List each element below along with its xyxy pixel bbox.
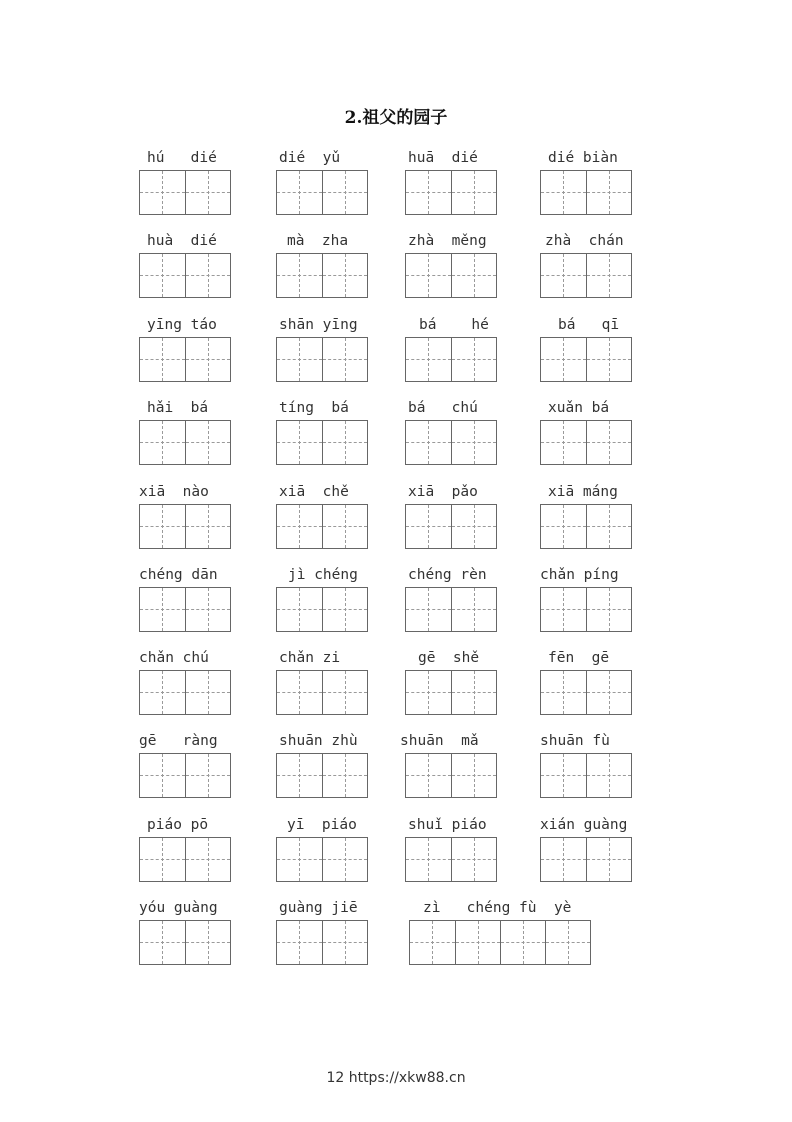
tianzige-cell[interactable]: [455, 921, 500, 964]
pinyin-label: hú dié: [147, 150, 217, 166]
tianzige-cell[interactable]: [277, 754, 322, 797]
tianzige-cell[interactable]: [586, 171, 631, 214]
writing-grid: [405, 420, 497, 465]
pinyin-label: chǎn chú: [139, 650, 209, 666]
tianzige-cell[interactable]: [406, 338, 451, 381]
tianzige-cell[interactable]: [140, 671, 185, 714]
tianzige-cell[interactable]: [586, 838, 631, 881]
tianzige-cell[interactable]: [451, 505, 496, 548]
tianzige-cell[interactable]: [541, 171, 586, 214]
pinyin-label: bá hé: [419, 317, 489, 333]
page-footer: 12 https://xkw88.cn: [326, 1070, 466, 1086]
writing-grid: [139, 420, 231, 465]
pinyin-label: shān yīng: [279, 317, 358, 333]
tianzige-cell[interactable]: [406, 671, 451, 714]
tianzige-cell[interactable]: [277, 254, 322, 297]
pinyin-label: tíng bá: [279, 400, 349, 416]
tianzige-cell[interactable]: [277, 338, 322, 381]
tianzige-cell[interactable]: [406, 421, 451, 464]
tianzige-cell[interactable]: [140, 588, 185, 631]
pinyin-label: xiā pǎo: [408, 484, 478, 500]
writing-grid: [540, 587, 632, 632]
tianzige-cell[interactable]: [185, 921, 230, 964]
tianzige-cell[interactable]: [140, 421, 185, 464]
writing-grid: [276, 920, 368, 965]
writing-grid: [139, 253, 231, 298]
tianzige-cell[interactable]: [322, 588, 367, 631]
tianzige-cell[interactable]: [586, 505, 631, 548]
writing-grid: [405, 587, 497, 632]
tianzige-cell[interactable]: [541, 338, 586, 381]
pinyin-label: chǎn zi: [279, 650, 341, 666]
writing-grid: [409, 920, 591, 965]
tianzige-cell[interactable]: [451, 338, 496, 381]
tianzige-cell[interactable]: [185, 671, 230, 714]
tianzige-cell[interactable]: [541, 254, 586, 297]
tianzige-cell[interactable]: [322, 338, 367, 381]
tianzige-cell[interactable]: [451, 671, 496, 714]
writing-grid: [139, 337, 231, 382]
tianzige-cell[interactable]: [322, 671, 367, 714]
tianzige-cell[interactable]: [322, 254, 367, 297]
tianzige-cell[interactable]: [185, 254, 230, 297]
pinyin-label: piáo pō: [147, 817, 209, 833]
tianzige-cell[interactable]: [140, 254, 185, 297]
pinyin-label: dié yǔ: [279, 150, 341, 166]
tianzige-cell[interactable]: [586, 588, 631, 631]
tianzige-cell[interactable]: [185, 421, 230, 464]
tianzige-cell[interactable]: [406, 171, 451, 214]
writing-grid: [139, 920, 231, 965]
tianzige-cell[interactable]: [451, 754, 496, 797]
pinyin-label: hǎi bá: [147, 400, 209, 416]
tianzige-cell[interactable]: [541, 505, 586, 548]
tianzige-cell[interactable]: [541, 671, 586, 714]
writing-grid: [139, 837, 231, 882]
writing-grid: [540, 837, 632, 882]
writing-grid: [276, 504, 368, 549]
tianzige-cell[interactable]: [140, 754, 185, 797]
tianzige-cell[interactable]: [185, 505, 230, 548]
tianzige-cell[interactable]: [410, 921, 455, 964]
writing-grid: [405, 253, 497, 298]
tianzige-cell[interactable]: [185, 588, 230, 631]
pinyin-label: gē ràng: [139, 733, 218, 749]
pinyin-label: shuān zhù: [279, 733, 358, 749]
writing-grid: [139, 753, 231, 798]
writing-grid: [276, 253, 368, 298]
tianzige-cell[interactable]: [451, 838, 496, 881]
tianzige-cell[interactable]: [277, 171, 322, 214]
tianzige-cell[interactable]: [586, 254, 631, 297]
tianzige-cell[interactable]: [451, 254, 496, 297]
pinyin-label: xuǎn bá: [548, 400, 610, 416]
tianzige-cell[interactable]: [586, 421, 631, 464]
tianzige-cell[interactable]: [277, 671, 322, 714]
tianzige-cell[interactable]: [277, 505, 322, 548]
writing-grid: [276, 337, 368, 382]
tianzige-cell[interactable]: [322, 171, 367, 214]
tianzige-cell[interactable]: [451, 588, 496, 631]
writing-grid: [405, 837, 497, 882]
tianzige-cell[interactable]: [277, 421, 322, 464]
writing-grid: [405, 753, 497, 798]
tianzige-cell[interactable]: [322, 754, 367, 797]
writing-grid: [405, 170, 497, 215]
writing-grid: [139, 670, 231, 715]
writing-grid: [276, 837, 368, 882]
tianzige-cell[interactable]: [185, 171, 230, 214]
tianzige-cell[interactable]: [545, 921, 590, 964]
tianzige-cell[interactable]: [140, 505, 185, 548]
tianzige-cell[interactable]: [541, 754, 586, 797]
writing-grid: [540, 420, 632, 465]
tianzige-cell[interactable]: [322, 421, 367, 464]
tianzige-cell[interactable]: [406, 838, 451, 881]
tianzige-cell[interactable]: [140, 838, 185, 881]
writing-grid: [540, 337, 632, 382]
writing-grid: [276, 170, 368, 215]
tianzige-cell[interactable]: [541, 838, 586, 881]
pinyin-label: guàng jiē: [279, 900, 358, 916]
tianzige-cell[interactable]: [406, 754, 451, 797]
tianzige-cell[interactable]: [451, 171, 496, 214]
tianzige-cell[interactable]: [322, 838, 367, 881]
tianzige-cell[interactable]: [322, 921, 367, 964]
pinyin-label: xiā chě: [279, 484, 349, 500]
pinyin-label: zhà chán: [545, 233, 624, 249]
pinyin-label: jì chéng: [288, 567, 358, 583]
writing-grid: [405, 670, 497, 715]
tianzige-cell[interactable]: [277, 838, 322, 881]
tianzige-cell[interactable]: [185, 838, 230, 881]
pinyin-label: xiā nào: [139, 484, 209, 500]
tianzige-cell[interactable]: [185, 754, 230, 797]
pinyin-label: yóu guàng: [139, 900, 218, 916]
pinyin-label: shuān fù: [540, 733, 610, 749]
pinyin-label: bá chú: [408, 400, 478, 416]
pinyin-label: yī piáo: [287, 817, 357, 833]
pinyin-label: shuān mǎ: [400, 733, 479, 749]
writing-grid: [139, 170, 231, 215]
tianzige-cell[interactable]: [140, 338, 185, 381]
writing-grid: [276, 753, 368, 798]
writing-grid: [139, 587, 231, 632]
tianzige-cell[interactable]: [140, 171, 185, 214]
tianzige-cell[interactable]: [586, 671, 631, 714]
tianzige-cell[interactable]: [406, 254, 451, 297]
writing-grid: [540, 670, 632, 715]
writing-grid: [540, 753, 632, 798]
pinyin-label: xiā máng: [548, 484, 618, 500]
tianzige-cell[interactable]: [541, 421, 586, 464]
pinyin-label: huā dié: [408, 150, 478, 166]
writing-grid: [405, 504, 497, 549]
pinyin-label: huà dié: [147, 233, 217, 249]
tianzige-cell[interactable]: [451, 421, 496, 464]
tianzige-cell[interactable]: [185, 338, 230, 381]
pinyin-label: dié biàn: [548, 150, 618, 166]
tianzige-cell[interactable]: [541, 588, 586, 631]
pinyin-label: chéng dān: [139, 567, 218, 583]
pinyin-label: zhà měng: [408, 233, 487, 249]
page-title: 2.祖父的园子: [344, 108, 448, 128]
pinyin-label: mà zha: [287, 233, 349, 249]
pinyin-label: gē shě: [418, 650, 480, 666]
writing-grid: [276, 420, 368, 465]
pinyin-label: fēn gē: [548, 650, 610, 666]
writing-grid: [276, 670, 368, 715]
tianzige-cell[interactable]: [277, 588, 322, 631]
pinyin-label: xián guàng: [540, 817, 628, 833]
pinyin-label: chǎn píng: [540, 567, 619, 583]
tianzige-cell[interactable]: [406, 505, 451, 548]
pinyin-label: bá qī: [558, 317, 620, 333]
tianzige-cell[interactable]: [500, 921, 545, 964]
writing-grid: [540, 504, 632, 549]
writing-grid: [405, 337, 497, 382]
writing-grid: [276, 587, 368, 632]
writing-grid: [139, 504, 231, 549]
writing-grid: [540, 170, 632, 215]
pinyin-label: yīng táo: [147, 317, 217, 333]
tianzige-cell[interactable]: [322, 505, 367, 548]
tianzige-cell[interactable]: [277, 921, 322, 964]
writing-grid: [540, 253, 632, 298]
tianzige-cell[interactable]: [586, 754, 631, 797]
pinyin-label: chéng rèn: [408, 567, 487, 583]
tianzige-cell[interactable]: [140, 921, 185, 964]
tianzige-cell[interactable]: [586, 338, 631, 381]
pinyin-label: shuǐ piáo: [408, 817, 487, 833]
pinyin-label: zì chéng fù yè: [423, 900, 572, 916]
tianzige-cell[interactable]: [406, 588, 451, 631]
